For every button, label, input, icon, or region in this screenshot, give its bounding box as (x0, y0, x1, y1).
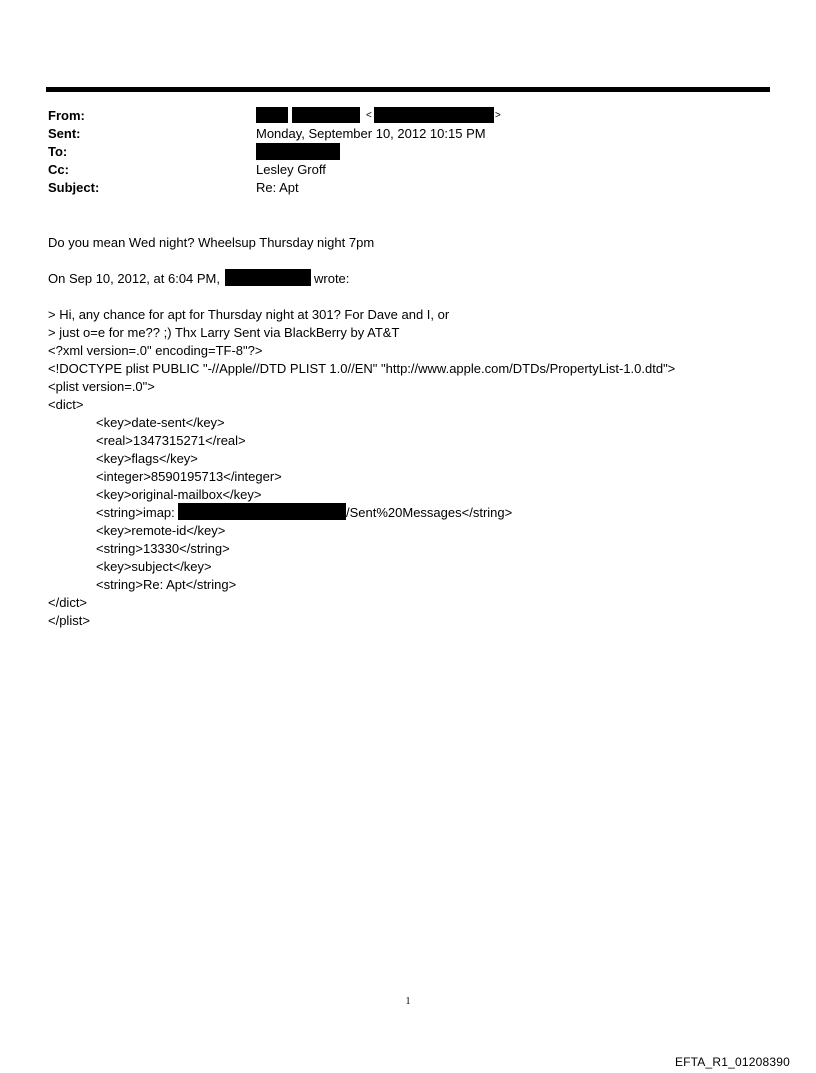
quote-intro-suffix: wrote: (314, 271, 350, 286)
redaction-from-email (374, 107, 494, 123)
dict-close: </dict> (48, 595, 88, 610)
plist-line: <string>Re: Apt</string> (96, 577, 237, 592)
header-rule (46, 87, 770, 92)
imap-prefix: <string>imap: (96, 505, 175, 520)
reply-text: Do you mean Wed night? Wheelsup Thursday night 7pm (48, 235, 375, 250)
page-number: 1 (405, 996, 411, 1007)
from-bracket-close: > (495, 110, 501, 121)
doctype-line: <!DOCTYPE plist PUBLIC "-//Apple//DTD PLIST 1.0//EN" "http://www.apple.com/DTDs/PropertyList-1.0.dtd"> (48, 361, 676, 376)
plist-line: <string>13330</string> (96, 541, 230, 556)
to-label: To: (48, 144, 68, 159)
plist-line: <key>remote-id</key> (96, 523, 226, 538)
cc-label: Cc: (48, 162, 69, 177)
plist-close: </plist> (48, 613, 90, 628)
imap-suffix: /Sent%20Messages</string> (346, 505, 513, 520)
quote-intro-prefix: On Sep 10, 2012, at 6:04 PM, (48, 271, 221, 286)
redaction-imap-account (178, 503, 346, 520)
from-label: From: (48, 108, 85, 123)
quoted-line-1: > Hi, any chance for apt for Thursday night at 301? For Dave and I, or (48, 307, 450, 322)
quoted-line-2: > just o=e for me?? ;) Thx Larry Sent via BlackBerry by AT&T (48, 325, 400, 340)
subject-label: Subject: (48, 180, 100, 195)
cc-value: Lesley Groff (256, 162, 326, 177)
plist-line: <key>subject</key> (96, 559, 212, 574)
from-bracket-open: < (366, 110, 372, 121)
sent-label: Sent: (48, 126, 81, 141)
plist-open: <plist version=.0"> (48, 379, 155, 394)
plist-line: <integer>8590195713</integer> (96, 469, 282, 484)
redaction-from-first (256, 107, 288, 123)
plist-line: <real>1347315271</real> (96, 433, 246, 448)
redaction-from-last (292, 107, 360, 123)
redaction-quote-sender (225, 269, 311, 286)
sent-value: Monday, September 10, 2012 10:15 PM (256, 126, 486, 141)
redaction-to (256, 143, 340, 160)
plist-line: <key>original-mailbox</key> (96, 487, 262, 502)
plist-line: <key>flags</key> (96, 451, 198, 466)
xml-declaration: <?xml version=.0" encoding=TF-8"?> (48, 343, 263, 358)
plist-line: <key>date-sent</key> (96, 415, 225, 430)
document-id: EFTA_R1_01208390 (674, 1055, 790, 1069)
dict-open: <dict> (48, 397, 84, 412)
subject-value: Re: Apt (256, 180, 299, 195)
